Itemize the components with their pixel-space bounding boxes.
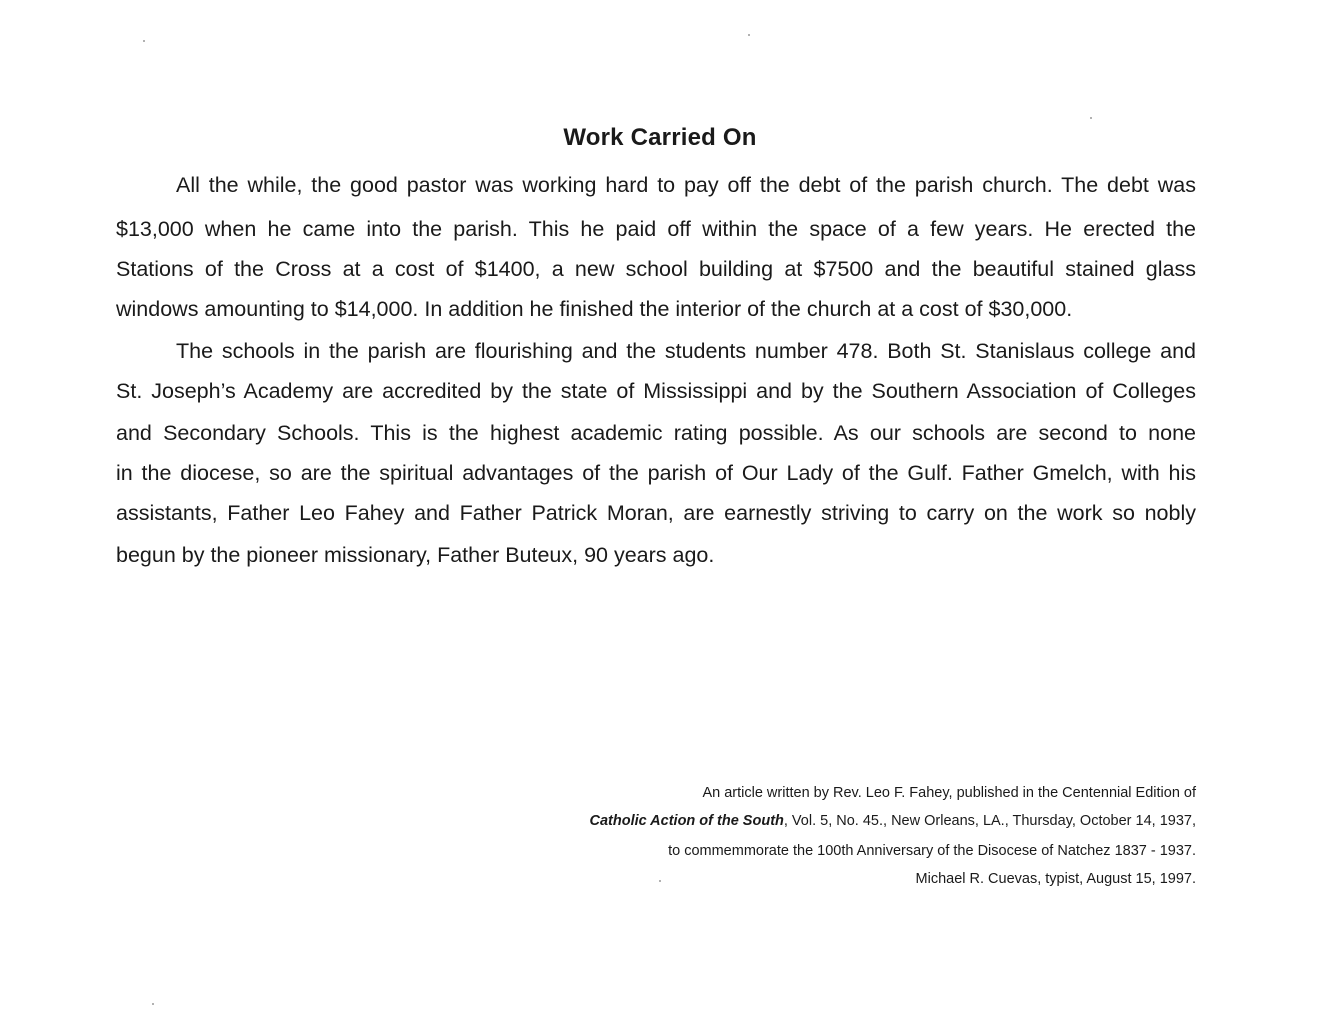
paragraph-2-line-1: The schools in the parish are flourishing and the students number 478. Both St. Stanislaus college and <box>176 339 1196 363</box>
page-title: Work Carried On <box>563 124 757 151</box>
scan-speck <box>152 1003 154 1005</box>
scan-speck <box>659 880 661 882</box>
paragraph-2-line-6: begun by the pioneer missionary, Father Buteux, 90 years ago. <box>116 543 715 567</box>
scan-speck <box>748 34 750 36</box>
publication-details: , Vol. 5, No. 45., New Orleans, LA., Thursday, October 14, 1937, <box>783 813 1196 829</box>
attribution-line-4: Michael R. Cuevas, typist, August 15, 1997. <box>915 871 1196 887</box>
publication-name: Catholic Action of the South <box>589 813 784 829</box>
attribution-line-3: to commemmorate the 100th Anniversary of the Disocese of Natchez 1837 - 1937. <box>668 843 1196 859</box>
paragraph-2-line-2: St. Joseph’s Academy are accredited by the state of Mississippi and by the Southern Association of Colleges <box>116 379 1196 403</box>
attribution-line-1: An article written by Rev. Leo F. Fahey, published in the Centennial Edition of <box>702 785 1196 801</box>
attribution-line-2 <box>589 811 1196 831</box>
paragraph-2-line-3: and Secondary Schools. This is the highest academic rating possible. As our schools are second to none <box>116 421 1196 445</box>
paragraph-2-line-4: in the diocese, so are the spiritual advantages of the parish of Our Lady of the Gulf. Father Gmelch, with his <box>116 461 1196 485</box>
paragraph-2-line-5: assistants, Father Leo Fahey and Father Patrick Moran, are earnestly striving to carry on the work so nobly <box>116 501 1196 525</box>
paragraph-1-line-1: All the while, the good pastor was working hard to pay off the debt of the parish church. The debt was <box>176 173 1196 197</box>
paragraph-1-line-2: $13,000 when he came into the parish. This he paid off within the space of a few years. He erected the <box>116 217 1196 241</box>
scan-speck <box>1090 117 1092 119</box>
scan-speck <box>143 40 145 42</box>
paragraph-1-line-3: Stations of the Cross at a cost of $1400, a new school building at $7500 and the beautiful stained glass <box>116 257 1196 281</box>
paragraph-1-line-4: windows amounting to $14,000. In addition he finished the interior of the church at a cost of $30,000. <box>116 297 1073 321</box>
